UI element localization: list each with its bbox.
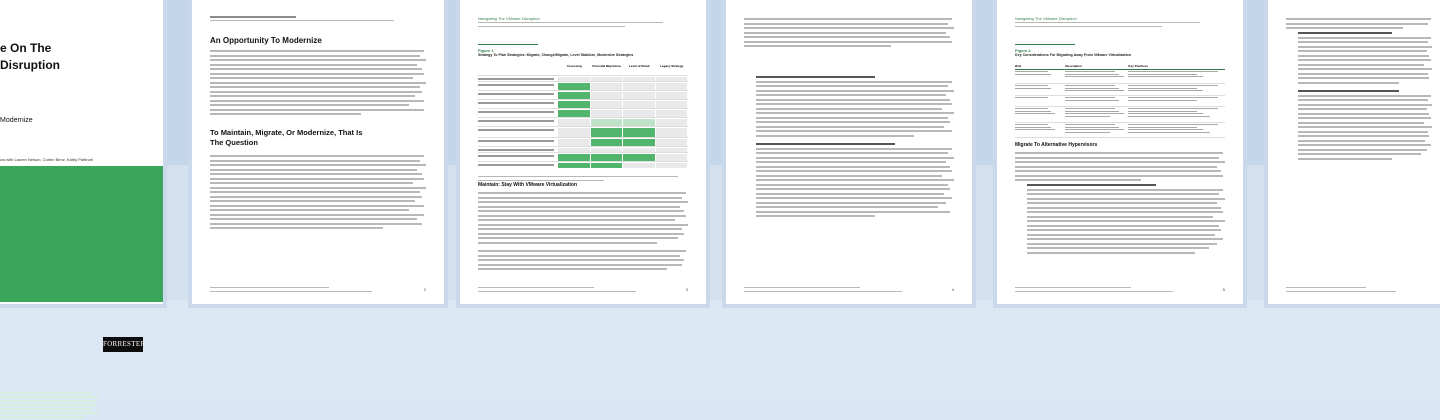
body-text-block <box>1015 152 1225 184</box>
page-footer <box>210 287 426 294</box>
report-page-4[interactable] <box>726 0 972 304</box>
cover-authors: ow with Lauren Nelson, Corbin Benz, Kathy Pattinari <box>0 157 93 162</box>
bullet-list <box>756 76 954 220</box>
table-row <box>1015 123 1225 138</box>
body-text-block <box>210 155 426 232</box>
table-cell <box>656 128 688 138</box>
page-footer <box>1286 287 1432 294</box>
header-rule <box>1015 44 1075 45</box>
table-cell <box>1015 85 1065 95</box>
table-row <box>478 161 688 168</box>
body-text-block <box>744 18 954 50</box>
row-label <box>478 149 554 151</box>
table-row <box>1015 84 1225 96</box>
figure-caption: Figure 1 Strategy To Plan Strategies: Migrate, Change/Migrate, Level Stabilize, Modernize Strategies <box>478 48 634 57</box>
bullet-list <box>1298 32 1432 162</box>
report-page-cover[interactable] <box>0 0 163 348</box>
bullet-list <box>1027 184 1225 256</box>
table-cell <box>1128 97 1225 106</box>
row-label <box>478 78 554 80</box>
page-number: 3 <box>685 287 688 292</box>
table-cell <box>1065 108 1128 122</box>
page-footer <box>744 287 954 294</box>
background-band-bottom <box>0 300 1440 400</box>
table-cell <box>591 163 623 168</box>
page-number: 4 <box>951 287 954 292</box>
row-label <box>478 102 554 104</box>
row-label <box>478 129 554 131</box>
table-cell <box>1065 97 1128 106</box>
report-page-2[interactable] <box>192 0 444 304</box>
table-header: Key Practices <box>1128 64 1149 68</box>
table-cell <box>1015 97 1065 106</box>
table-cell <box>1065 85 1128 95</box>
row-label <box>478 155 554 157</box>
cover-title <box>0 40 60 74</box>
heading-maintain: Maintain: Stay With VMware Virtualization <box>478 182 578 188</box>
report-page-5[interactable] <box>997 0 1243 304</box>
heading-opportunity: An Opportunity To Modernize <box>210 36 322 45</box>
forrester-logo: FORRESTER <box>103 337 143 352</box>
considerations-table <box>1015 64 1225 138</box>
table-header: Description <box>1065 64 1082 68</box>
table-cell <box>1065 71 1128 83</box>
cover-title-line-2: Disruption <box>0 58 60 72</box>
body-text-block <box>210 50 426 118</box>
heading-migrate-hypervisors: Migrate To Alternative Hypervisors <box>1015 142 1098 148</box>
table-cell <box>558 128 590 138</box>
header-rule <box>478 44 538 45</box>
page-footer <box>1015 287 1225 294</box>
report-page-3[interactable] <box>460 0 706 304</box>
cover-summary-text <box>0 392 100 420</box>
report-page-6[interactable] <box>1268 0 1440 304</box>
table-cell <box>623 163 655 168</box>
table-cell <box>558 163 590 168</box>
table-cell <box>591 128 623 138</box>
cover-subtitle: Modernize <box>0 117 33 124</box>
strategy-table <box>478 64 688 172</box>
row-label <box>478 84 554 86</box>
row-label <box>478 111 554 113</box>
table-cell <box>1128 108 1225 122</box>
figure-caption: Figure 2 Key Considerations For Migrating Away From VMware Virtualization <box>1015 48 1131 57</box>
cover-green-panel <box>0 166 163 348</box>
page-number: 2 <box>423 287 426 292</box>
table-header: Potential Migrations <box>592 64 622 68</box>
table-cell <box>1065 124 1128 137</box>
heading-maintain-migrate: To Maintain, Migrate, Or Modernize, That Is The Question <box>210 128 363 147</box>
table-cell <box>1128 124 1225 137</box>
cover-title-line-1: e On The <box>0 41 52 55</box>
row-label <box>478 140 554 142</box>
body-text-block <box>1286 18 1432 32</box>
table-row <box>1015 96 1225 107</box>
page-number: 5 <box>1222 287 1225 292</box>
table-row <box>1015 107 1225 123</box>
table-header: Level of Detail <box>629 64 650 68</box>
table-cell <box>656 163 688 168</box>
row-label <box>478 164 554 166</box>
table-header: Legacy Strategy <box>660 64 684 68</box>
row-label <box>478 93 554 95</box>
table-row <box>1015 70 1225 84</box>
table-cell <box>1015 71 1065 83</box>
page-header: Navigating The VMware Disruption <box>1015 16 1225 29</box>
table-cell <box>1015 124 1065 137</box>
table-header: Risk <box>1015 64 1022 68</box>
table-cell <box>1015 108 1065 122</box>
page-header: Navigating The VMware Disruption <box>478 16 688 29</box>
page-header <box>210 16 426 24</box>
table-cell <box>1128 85 1225 95</box>
table-header: Assessing <box>566 64 582 68</box>
row-label <box>478 120 554 122</box>
body-text-block <box>478 192 688 273</box>
page-footer <box>478 287 688 294</box>
table-cell <box>1128 71 1225 83</box>
table-cell <box>623 128 655 138</box>
